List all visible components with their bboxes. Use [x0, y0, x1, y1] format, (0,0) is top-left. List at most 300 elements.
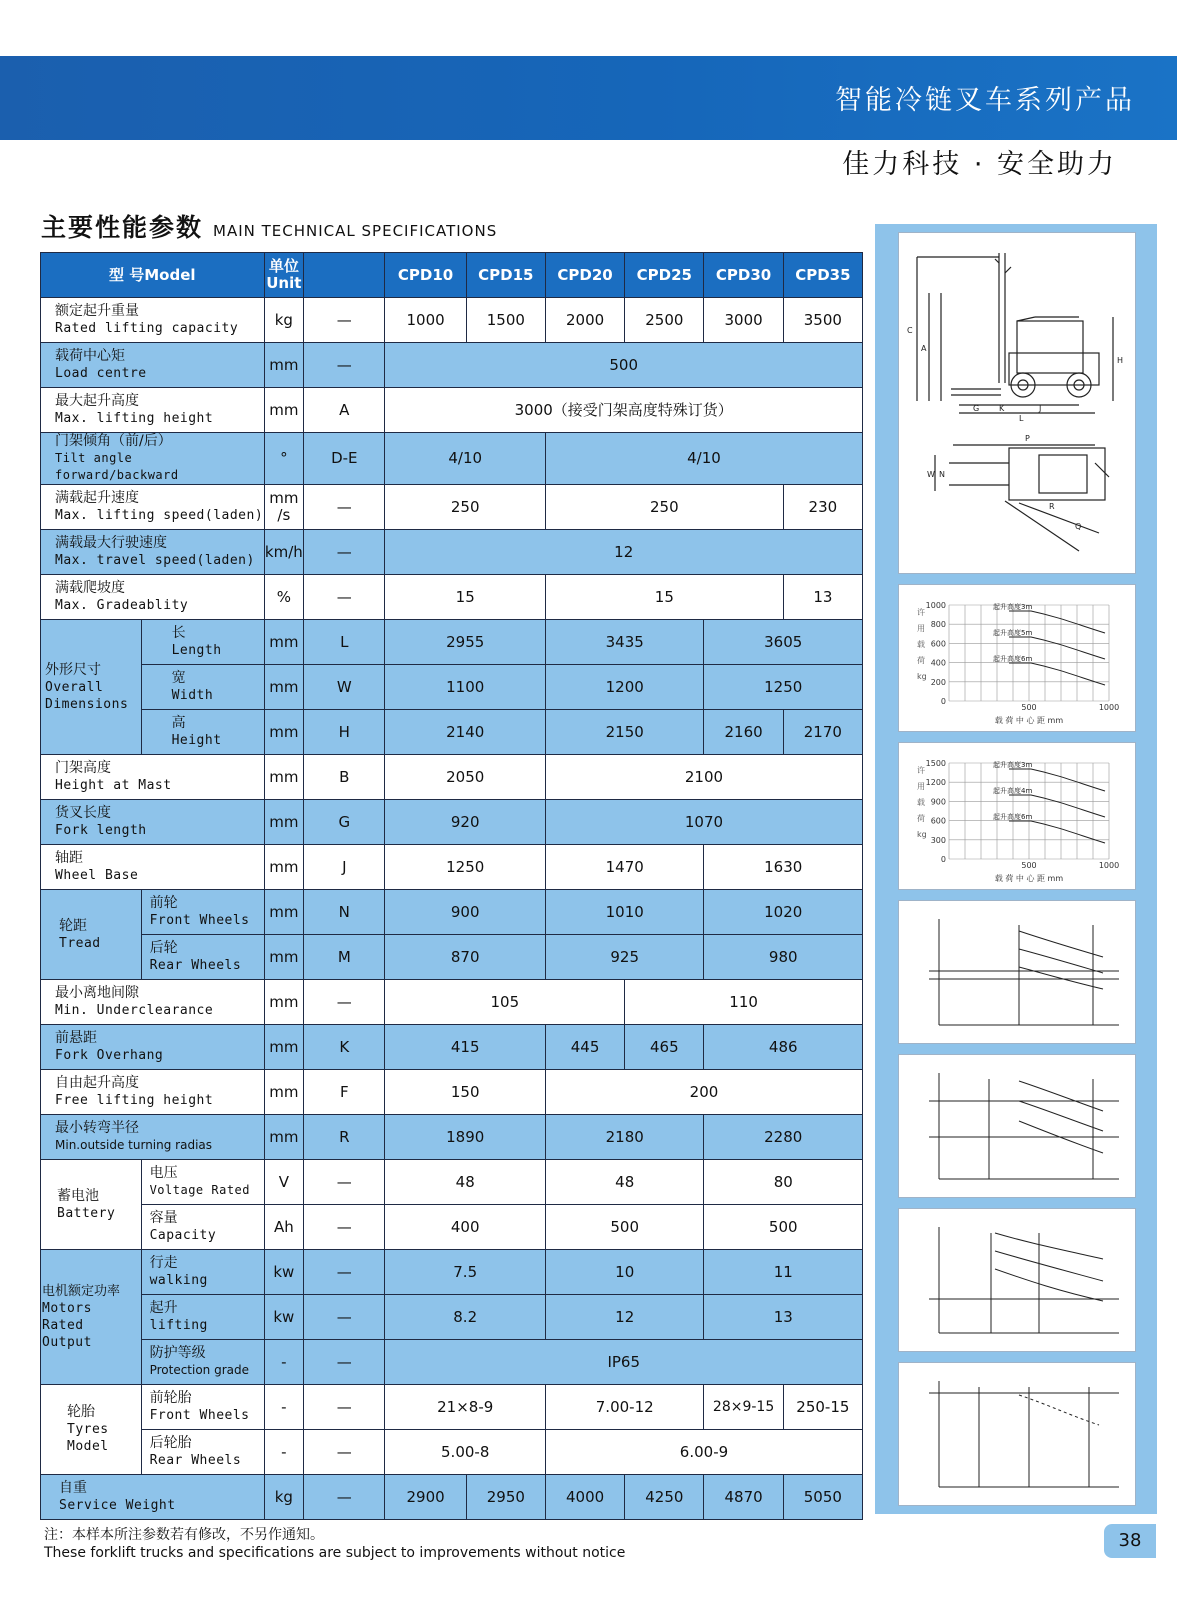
x-tick-label: 500	[1021, 703, 1037, 712]
label-en: Model	[67, 1439, 109, 1454]
label-cn: 轮胎	[67, 1404, 95, 1420]
load-chart-panel-6	[898, 1362, 1136, 1506]
value-cell: 250	[385, 485, 546, 530]
value-cell: 1630	[704, 845, 863, 890]
load-chart-panel-1	[898, 584, 1136, 732]
y-tick-label: 1000	[925, 601, 946, 610]
value-cell: 11	[704, 1250, 863, 1295]
row-label	[141, 1205, 264, 1250]
value-cell: 4/10	[385, 433, 546, 485]
row-mast-height	[41, 755, 863, 800]
value-cell: 230	[783, 485, 862, 530]
value-cell: 980	[704, 935, 863, 980]
value-cell: 15	[545, 575, 783, 620]
dim-label-p: P	[1025, 434, 1030, 443]
row-label	[41, 530, 265, 575]
header-model-3: CPD20	[545, 253, 624, 298]
x-axis-label: 载 荷 中 心 距 mm	[994, 874, 1064, 883]
row-label	[41, 575, 265, 620]
row-wheel-base	[41, 845, 863, 890]
row-label	[141, 665, 264, 710]
footnote-cn: 注：本样本所注参数若有修改，不另作通知。	[44, 1527, 324, 1543]
value-cell: 4250	[625, 1475, 704, 1520]
value-cell: 445	[545, 1025, 624, 1070]
code-cell: G	[304, 800, 385, 845]
row-fork-length	[41, 800, 863, 845]
row-label	[41, 980, 265, 1025]
value-cell: 2170	[783, 710, 862, 755]
y-axis-label: 荷	[917, 656, 925, 665]
value-cell: 105	[385, 980, 625, 1025]
dim-label-l: L	[1019, 414, 1024, 423]
label-cn: 后轮	[149, 940, 178, 956]
value-cell: 6.00-9	[545, 1430, 862, 1475]
unit-cell: mm	[264, 710, 304, 755]
curve-label: 起升高度6m	[993, 813, 1033, 821]
value-cell: 48	[545, 1160, 704, 1205]
spec-table	[40, 252, 863, 1520]
label-cn: 电压	[149, 1165, 178, 1181]
value-cell: 200	[545, 1070, 862, 1115]
label-en: Battery	[57, 1205, 116, 1221]
label-en: Rated lifting capacity	[55, 321, 239, 336]
row-motor-walking	[41, 1250, 863, 1295]
table-header-row	[41, 253, 863, 298]
load-chart-4	[899, 1055, 1135, 1197]
code-cell: —	[304, 1250, 385, 1295]
y-tick-label: 600	[930, 639, 946, 649]
label-en: Max. lifting speed(laden)	[55, 508, 264, 523]
value-cell: 1250	[704, 665, 863, 710]
unit-cell: kw	[264, 1250, 304, 1295]
curve-label: 起升高度6m	[993, 655, 1033, 663]
label-en: Fork Overhang	[55, 1048, 164, 1063]
dim-label-c: C	[907, 326, 913, 335]
code-cell: A	[304, 388, 385, 433]
value-cell: 500	[385, 343, 863, 388]
row-label	[41, 755, 265, 800]
row-label	[41, 388, 265, 433]
y-axis-label: 许	[917, 608, 925, 617]
unit-cell: mm	[264, 800, 304, 845]
header-model-2: CPD15	[466, 253, 545, 298]
code-cell: —	[304, 1475, 385, 1520]
label-en: Motors	[42, 1301, 92, 1316]
label-cn: 载荷中心矩	[55, 348, 125, 364]
value-cell: 2500	[625, 298, 704, 343]
label-en: Front Wheels	[149, 1408, 250, 1423]
slogan: 佳力科技 · 安全助力	[842, 149, 1117, 180]
row-label	[41, 845, 265, 890]
value-cell: 2100	[545, 755, 862, 800]
row-label	[141, 1340, 264, 1385]
unit-cell: mm	[264, 343, 304, 388]
curve-label: 起升高度5m	[993, 629, 1033, 637]
label-cn: 蓄电池	[57, 1187, 99, 1204]
y-tick-label: 1200	[925, 778, 946, 788]
code-cell: B	[304, 755, 385, 800]
label-cn: 高	[171, 715, 186, 731]
unit-cell: kg	[264, 298, 304, 343]
label-en: Max. lifting height	[55, 411, 214, 426]
y-axis-label: kg	[917, 830, 927, 839]
value-cell: 2900	[385, 1475, 466, 1520]
code-cell: L	[304, 620, 385, 665]
unit-cell: %	[264, 575, 304, 620]
y-tick-label: 200	[930, 677, 946, 687]
header-unit	[264, 253, 304, 298]
row-load-centre	[41, 343, 863, 388]
load-chart-1	[899, 585, 1135, 731]
value-cell: 110	[625, 980, 863, 1025]
unit-cell: mm	[264, 1070, 304, 1115]
value-cell: 3605	[704, 620, 863, 665]
label-cn: 轴距	[55, 850, 83, 866]
row-label	[141, 1160, 264, 1205]
value-cell: 1000	[385, 298, 466, 343]
code-cell: —	[304, 1205, 385, 1250]
row-width	[41, 665, 863, 710]
label-en: Wheel Base	[55, 868, 139, 883]
code-cell: —	[304, 1160, 385, 1205]
y-axis-label: 许	[917, 766, 925, 775]
value-cell: 500	[704, 1205, 863, 1250]
y-tick-label: 800	[930, 620, 946, 630]
y-axis-label: 荷	[917, 814, 925, 823]
group-tyres	[41, 1385, 142, 1475]
label-en: Rear Wheels	[149, 958, 242, 973]
label-cn: 货叉长度	[55, 805, 111, 821]
value-cell: 5050	[783, 1475, 862, 1520]
label-en: Output	[42, 1335, 92, 1350]
value-cell: 870	[385, 935, 546, 980]
forklift-dimension-drawing	[899, 233, 1135, 573]
y-axis-label: kg	[917, 672, 927, 681]
value-cell: 465	[625, 1025, 704, 1070]
label-cn: 长	[171, 625, 186, 641]
code-cell: F	[304, 1070, 385, 1115]
load-chart-panel-2	[898, 742, 1136, 890]
value-cell: 2160	[704, 710, 783, 755]
code-cell: —	[304, 1385, 385, 1430]
value-cell: 920	[385, 800, 546, 845]
label-en: Min.outside turning radias	[55, 1138, 213, 1152]
y-tick-label: 900	[930, 797, 946, 807]
value-cell: 2150	[545, 710, 704, 755]
header-model: 型 号Model	[41, 253, 265, 298]
unit-cell: mm	[264, 980, 304, 1025]
value-cell: 7.00-12	[545, 1385, 704, 1430]
row-label	[41, 1025, 265, 1070]
row-battery-capacity	[41, 1205, 863, 1250]
row-label	[41, 433, 265, 485]
load-chart-3	[899, 901, 1135, 1043]
value-cell: 2950	[466, 1475, 545, 1520]
unit-cell: -	[264, 1385, 304, 1430]
code-cell: —	[304, 575, 385, 620]
code-cell: —	[304, 1295, 385, 1340]
value-cell: 2280	[704, 1115, 863, 1160]
label-cn: 额定起升重量	[55, 303, 139, 319]
label-en: Load centre	[55, 366, 147, 381]
value-cell: 415	[385, 1025, 546, 1070]
dim-label-r: R	[1049, 502, 1055, 511]
label-cn: 自由起升高度	[55, 1075, 139, 1091]
value-cell: 7.5	[385, 1250, 546, 1295]
value-cell: 28×9-15	[704, 1385, 783, 1430]
unit-cell: km/h	[264, 530, 304, 575]
value-cell: 2955	[385, 620, 546, 665]
label-cn: 前轮	[149, 895, 178, 911]
y-tick-label: 1500	[925, 759, 946, 768]
unit-cell: -	[264, 1340, 304, 1385]
label-cn: 起升	[149, 1300, 178, 1316]
value-cell: 400	[385, 1205, 546, 1250]
x-axis-label: 载 荷 中 心 距 mm	[994, 716, 1064, 725]
label-en: Capacity	[149, 1228, 217, 1243]
label-cn: 满载起升速度	[55, 490, 139, 506]
row-label	[141, 710, 264, 755]
unit-cell: kg	[264, 1475, 304, 1520]
label-cn: 自重	[59, 1480, 87, 1496]
value-cell: 2050	[385, 755, 546, 800]
section-heading	[41, 208, 497, 244]
label-en: lifting	[149, 1318, 208, 1333]
code-cell: W	[304, 665, 385, 710]
value-cell: 8.2	[385, 1295, 546, 1340]
group-battery	[41, 1160, 142, 1250]
label-en: Tyres	[67, 1422, 109, 1437]
value-cell: 2180	[545, 1115, 704, 1160]
value-cell: 1200	[545, 665, 704, 710]
row-label	[141, 890, 264, 935]
value-cell: 2140	[385, 710, 546, 755]
x-tick-label: 500	[1021, 861, 1037, 870]
label-cn: 外形尺寸	[45, 661, 101, 678]
header-model-4: CPD25	[625, 253, 704, 298]
row-motor-lifting	[41, 1295, 863, 1340]
unit-cell: -	[264, 1430, 304, 1475]
label-cn: 防护等级	[149, 1345, 206, 1361]
header-code	[304, 253, 385, 298]
value-cell: 500	[545, 1205, 704, 1250]
label-en: Tread	[59, 935, 101, 951]
label-en: Max. Gradeablity	[55, 598, 189, 613]
header-unit-en: Unit	[266, 274, 302, 292]
dim-label-g: G	[973, 404, 980, 413]
heading-cn: 主要性能参数	[41, 213, 204, 242]
value-cell: 4000	[545, 1475, 624, 1520]
label-cn: 满载爬坡度	[55, 580, 125, 596]
value-cell: 3000	[704, 298, 783, 343]
row-label	[41, 343, 265, 388]
code-cell: J	[304, 845, 385, 890]
dim-label-a: A	[921, 344, 927, 353]
row-service-weight	[41, 1475, 863, 1520]
value-cell: 486	[704, 1025, 863, 1070]
footnote-en: These forklift trucks and specifications are subject to improvements without notice	[44, 1545, 626, 1561]
label-cn: 最大起升高度	[55, 393, 139, 409]
code-cell: —	[304, 343, 385, 388]
y-tick-label: 400	[930, 658, 946, 668]
load-chart-panel-4	[898, 1054, 1136, 1198]
code-cell: —	[304, 1340, 385, 1385]
label-en: Dimensions	[45, 696, 129, 712]
value-cell: 3435	[545, 620, 704, 665]
y-tick-label: 0	[940, 855, 946, 864]
value-cell: 925	[545, 935, 704, 980]
value-cell: 12	[385, 530, 863, 575]
label-cn: 前悬距	[55, 1030, 97, 1046]
value-cell: 2000	[545, 298, 624, 343]
dim-label-n: N	[939, 470, 945, 479]
unit-cell: Ah	[264, 1205, 304, 1250]
value-cell: 150	[385, 1070, 546, 1115]
forklift-drawing-panel	[898, 232, 1136, 574]
row-tilt-angle	[41, 433, 863, 485]
label-en: Fork length	[55, 823, 147, 838]
header-model-6: CPD35	[783, 253, 862, 298]
row-length	[41, 620, 863, 665]
label-cn: 容量	[149, 1210, 178, 1226]
value-cell: 10	[545, 1250, 704, 1295]
x-tick-label: 1000	[1098, 861, 1120, 870]
dim-label-q: Q	[1075, 522, 1082, 531]
row-fork-overhang	[41, 1025, 863, 1070]
load-chart-6	[899, 1363, 1135, 1505]
value-cell: 48	[385, 1160, 546, 1205]
row-label	[41, 1475, 265, 1520]
label-en: Free lifting height	[55, 1093, 214, 1108]
curve-label: 起升高度4m	[993, 787, 1033, 795]
heading-en: MAIN TECHNICAL SPECIFICATIONS	[213, 222, 498, 240]
page-number: 38	[1104, 1524, 1156, 1558]
row-lifting-speed	[41, 485, 863, 530]
y-tick-label: 0	[940, 697, 946, 706]
row-underclearance	[41, 980, 863, 1025]
load-chart-5	[899, 1209, 1135, 1351]
code-cell: N	[304, 890, 385, 935]
dim-label-j: J	[1039, 404, 1042, 413]
label-en: Service Weight	[59, 1498, 176, 1513]
code-cell: R	[304, 1115, 385, 1160]
code-cell: —	[304, 530, 385, 575]
label-en: Protection grade	[149, 1363, 250, 1377]
row-max-lifting-height	[41, 388, 863, 433]
value-cell: 15	[385, 575, 546, 620]
label-en: Height	[171, 733, 222, 748]
row-label	[41, 800, 265, 845]
row-capacity	[41, 298, 863, 343]
label-cn: 满载最大行驶速度	[55, 535, 167, 551]
row-height	[41, 710, 863, 755]
label-en: Rear Wheels	[149, 1453, 242, 1468]
row-label	[41, 1115, 265, 1160]
row-turning-radius	[41, 1115, 863, 1160]
value-cell: 21×8-9	[385, 1385, 546, 1430]
row-tyre-rear	[41, 1430, 863, 1475]
unit-cell: V	[264, 1160, 304, 1205]
row-gradeability	[41, 575, 863, 620]
label-cn: 行走	[149, 1255, 178, 1271]
curve-label: 起升高度3m	[993, 761, 1033, 769]
value-cell: 80	[704, 1160, 863, 1205]
header-model-1: CPD10	[385, 253, 466, 298]
value-cell: IP65	[385, 1340, 863, 1385]
value-cell: 13	[783, 575, 862, 620]
unit-cell: mm	[264, 845, 304, 890]
value-cell: 5.00-8	[385, 1430, 546, 1475]
row-battery-voltage	[41, 1160, 863, 1205]
label-en: Overall	[45, 679, 104, 695]
label-en: Length	[171, 643, 222, 658]
banner-title: 智能冷链叉车系列产品	[835, 85, 1135, 116]
code-cell: M	[304, 935, 385, 980]
label-en: Height at Mast	[55, 778, 172, 793]
value-cell: 3500	[783, 298, 862, 343]
label-en: Max. travel speed(laden)	[55, 553, 255, 568]
label-cn: 宽	[171, 670, 186, 686]
value-cell: 1020	[704, 890, 863, 935]
row-label	[141, 620, 264, 665]
value-cell: 4870	[704, 1475, 783, 1520]
label-cn: 轮距	[59, 917, 87, 934]
value-cell: 12	[545, 1295, 704, 1340]
unit-cell: mm /s	[264, 485, 304, 530]
label-cn: 后轮胎	[149, 1435, 192, 1451]
header-unit-cn: 单位	[268, 257, 299, 275]
label-cn: 门架高度	[55, 760, 111, 776]
row-label	[141, 1385, 264, 1430]
value-cell: 1070	[545, 800, 862, 845]
row-protection-grade	[41, 1340, 863, 1385]
row-label	[141, 1295, 264, 1340]
unit-cell: kw	[264, 1295, 304, 1340]
value-cell: 13	[704, 1295, 863, 1340]
value-cell: 3000（接受门架高度特殊订货）	[385, 388, 863, 433]
curve-label: 起升高度3m	[993, 603, 1033, 611]
row-tread-front	[41, 890, 863, 935]
unit-cell: mm	[264, 388, 304, 433]
unit-cell: °	[264, 433, 304, 485]
y-tick-label: 300	[930, 835, 946, 845]
row-label	[141, 1430, 264, 1475]
y-tick-label: 600	[930, 816, 946, 826]
value-cell: 1500	[466, 298, 545, 343]
value-cell: 250-15	[783, 1385, 862, 1430]
row-label	[141, 1250, 264, 1295]
code-cell: K	[304, 1025, 385, 1070]
dim-label-w: W	[927, 470, 935, 479]
group-tread	[41, 890, 142, 980]
code-cell: —	[304, 1430, 385, 1475]
label-en: Tilt angle forward/backward	[55, 451, 179, 482]
code-cell: —	[304, 298, 385, 343]
y-axis-label: 载	[917, 640, 925, 649]
value-cell: 1890	[385, 1115, 546, 1160]
group-motors	[41, 1250, 142, 1385]
row-tyre-front	[41, 1385, 863, 1430]
dim-label-k: K	[999, 404, 1005, 413]
value-cell: 900	[385, 890, 546, 935]
unit-cell: mm	[264, 755, 304, 800]
label-en: Front Wheels	[149, 913, 250, 928]
unit-cell: mm	[264, 935, 304, 980]
label-cn: 最小离地间隙	[55, 985, 139, 1001]
row-label	[41, 298, 265, 343]
label-cn: 前轮胎	[149, 1390, 192, 1406]
group-overall-dimensions	[41, 620, 142, 755]
